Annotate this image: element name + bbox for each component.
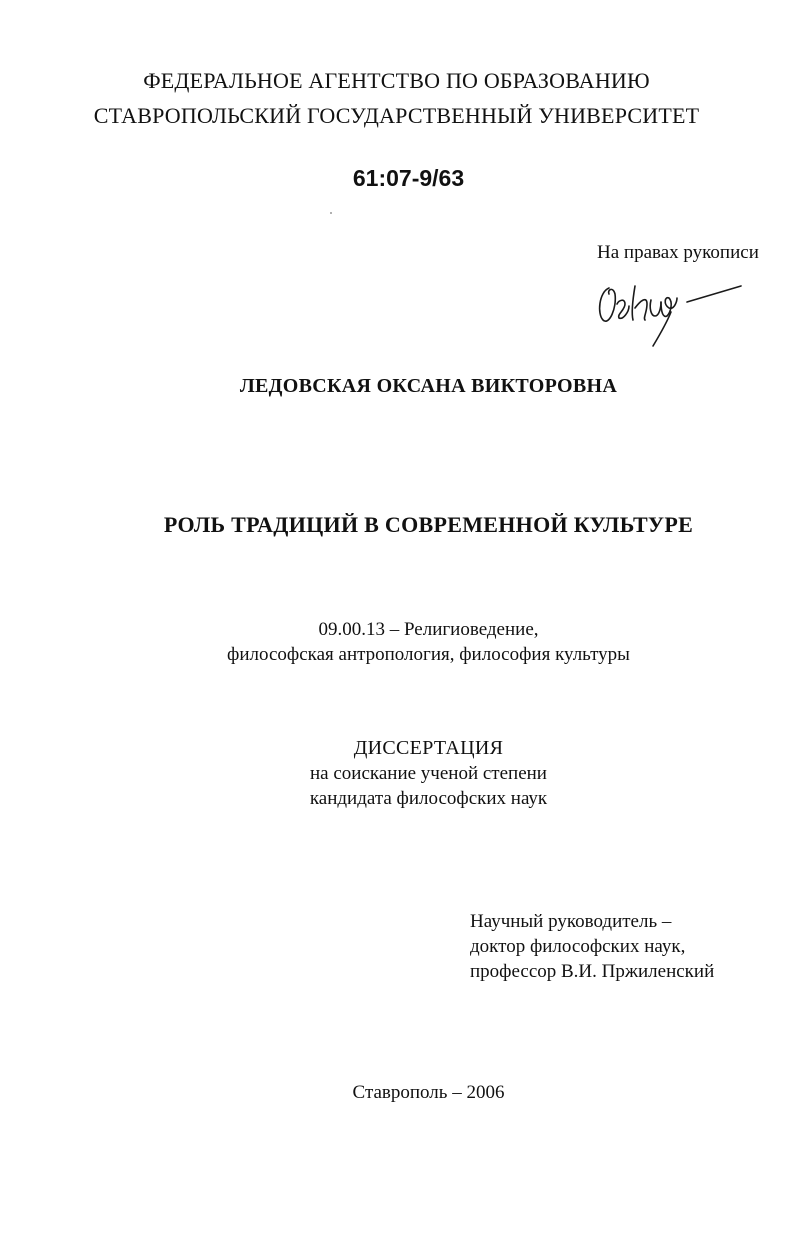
document-type: ДИССЕРТАЦИЯ	[353, 737, 504, 759]
agency-name: ФЕДЕРАЛЬНОЕ АГЕНТСТВО ПО ОБРАЗОВАНИЮ	[143, 68, 650, 93]
university-name: СТАВРОПОЛЬСКИЙ ГОСУДАРСТВЕННЫЙ УНИВЕРСИТЕТ	[93, 103, 700, 128]
degree-name: кандидата философских наук	[309, 788, 548, 809]
specialty-code: 09.00.13 – Религиоведение,	[318, 619, 539, 640]
supervisor-role: Научный руководитель –	[470, 911, 672, 932]
supervisor-degree: доктор философских наук,	[470, 936, 686, 957]
specialty-fields: философская антропология, философия культуры	[227, 644, 630, 665]
author-name: ЛЕДОВСКАЯ ОКСАНА ВИКТОРОВНА	[239, 375, 618, 397]
degree-purpose: на соискание ученой степени	[310, 763, 547, 784]
dissertation-title: РОЛЬ ТРАДИЦИЙ В СОВРЕМЕННОЙ КУЛЬТУРЕ	[163, 512, 694, 537]
catalog-code: 61:07-9/63	[352, 165, 465, 191]
scan-speck	[330, 212, 332, 214]
handwritten-signature-icon	[595, 278, 745, 350]
place-and-year: Ставрополь – 2006	[352, 1082, 505, 1103]
manuscript-note: На правах рукописи	[597, 242, 759, 263]
supervisor-name: профессор В.И. Пржиленский	[470, 961, 715, 982]
